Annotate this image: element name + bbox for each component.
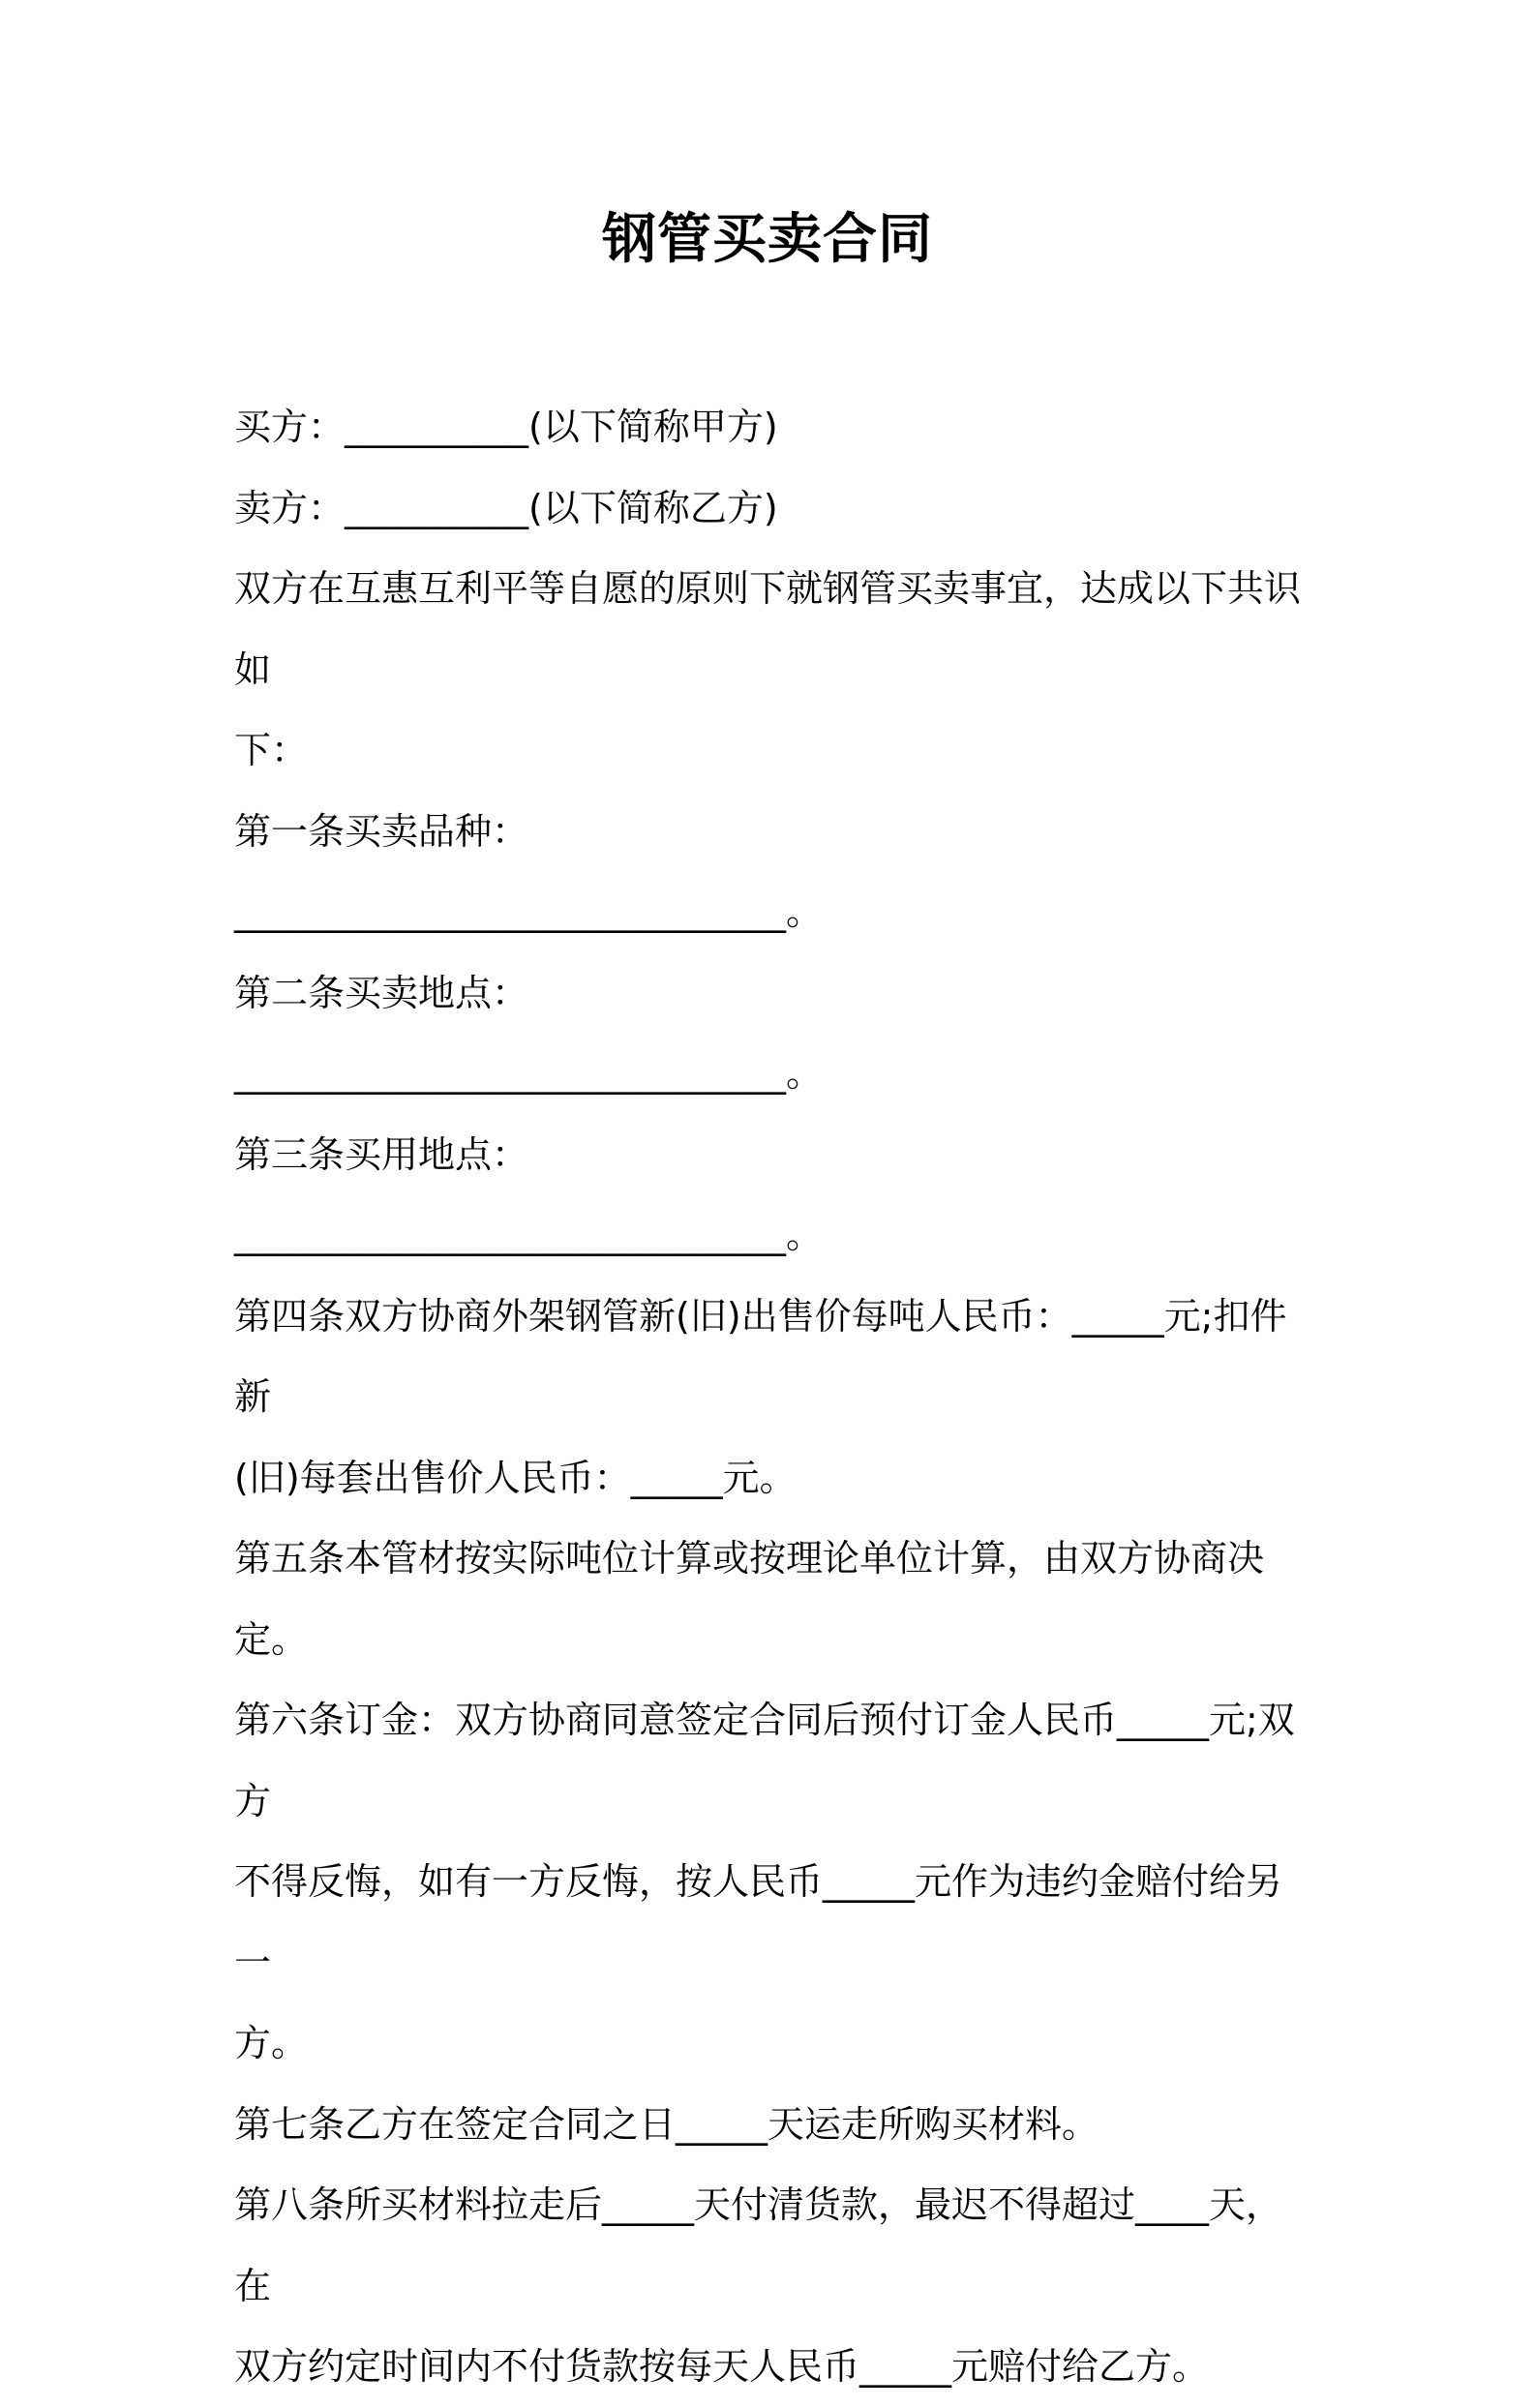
article-6-line: 方。: [234, 2022, 309, 2064]
seller-line: 卖方：__________(以下简称乙方): [234, 486, 778, 529]
contract-body: [234, 387, 1310, 2408]
buyer-line: 买方：__________(以下简称甲方): [234, 406, 778, 448]
article-2-heading: 第二条买卖地点：: [234, 971, 529, 1014]
page-title: 钢管买卖合同: [602, 208, 933, 271]
article-1-heading: 第一条买卖品种：: [234, 809, 529, 853]
article-6-line: 不得反悔，如有一方反悔，按人民币_____元作为违约金赔付给另一: [234, 1860, 1283, 1984]
article-2-blank: ______________________________。: [234, 1052, 824, 1095]
article-3-blank: ______________________________。: [234, 1214, 824, 1256]
article-6-line: 第六条订金：双方协商同意签定合同后预付订金人民币_____元;双方: [234, 1699, 1295, 1822]
article-1-blank: ______________________________。: [234, 890, 824, 933]
article-3-heading: 第三条买用地点：: [234, 1132, 529, 1176]
preamble-line: 双方在互惠互利平等自愿的原则下就钢管买卖事宜，达成以下共识如: [234, 567, 1302, 691]
article-8-line: 双方约定时间内不付货款按每天人民币_____元赔付给乙方。: [234, 2345, 1210, 2388]
preamble-line: 下：: [234, 729, 309, 771]
article-8-line: 第八条所买材料拉走后_____天付清货款，最迟不得超过____天，在: [234, 2183, 1283, 2307]
article-7-line: 第七条乙方在签定合同之日_____天运走所购买材料。: [234, 2102, 1099, 2146]
article-5-line: 第五条本管材按实际吨位计算或按理论单位计算，由双方协商决定。: [234, 1537, 1265, 1661]
article-4-line: (旧)每套出售价人民币：_____元。: [234, 1456, 797, 1499]
article-4-line: 第四条双方协商外架钢管新(旧)出售价每吨人民币：_____元;扣件新: [234, 1294, 1287, 1418]
